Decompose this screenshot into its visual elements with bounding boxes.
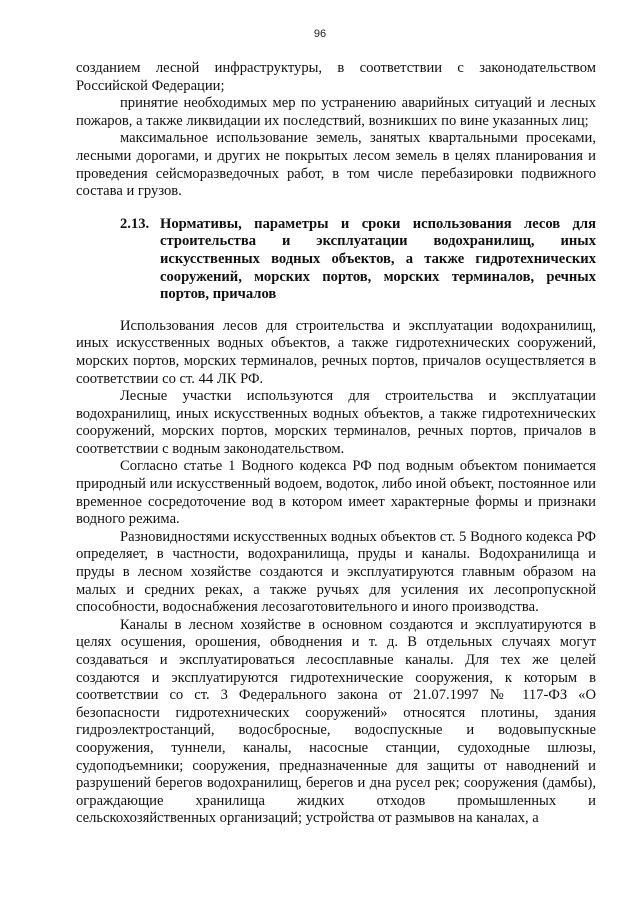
section-title: Нормативы, параметры и сроки использования лесов для строительства и эксплуатации водохранилищ, иных искусственных водных объектов, а также гидротехнических сооружений, морских портов, морских терминалов, речных портов, причалов: [160, 215, 596, 303]
intro-paragraph-3: максимальное использование земель, занятых квартальными просеками, лесными дорогами, и других не покрытых лесом земель в целях планирования и проведения сейсморазведочных работ, в том числе перебазировки подвижного состава и грузов.: [76, 130, 596, 200]
body-paragraph-1: Использования лесов для строительства и эксплуатации водохранилищ, иных искусственных водных объектов, а также гидротехнических сооружений, морских портов, морских терминалов, речных портов, причалов осуществляется в соответствии со ст. 44 ЛК РФ.: [76, 317, 596, 387]
intro-paragraph-1: созданием лесной инфраструктуры, в соответствии с законодательством Российской Федерации;: [76, 60, 596, 94]
body-paragraph-2: Лесные участки используются для строительства и эксплуатации водохранилищ, иных искусственных водных объектов, а также гидротехнических сооружений, морских портов, морских терминалов, речных портов, причалов в соответствии с водным законодательством.: [76, 388, 596, 457]
section-number: 2.13.: [120, 215, 150, 232]
page-number: 96: [313, 28, 327, 40]
body-paragraph-5: Каналы в лесном хозяйстве в основном создаются и эксплуатируются в целях осушения, орошения, обводнения и т. д. В отдельных случаях могут создаваться и эксплуатироваться лесосплавные каналы. Для тех же целей создаются и эксплуатируются гидротехнические сооружения, к которым в соответствии со ст. 3 Федерального закона от 21.07.1997 № 117-ФЗ «О безопасности гидротехнических сооружений» относятся плотины, здания гидроэлектростанций, водосбросные, водоспускные и водовыпускные сооружения, туннели, каналы, насосные станции, судоходные шлюзы, судоподъемники; сооружения, предназначенные для защиты от наводнений и разрушений берегов водохранилищ, берегов и дна русел рек; сооружения (дамбы), ограждающие хранилища жидких отходов промышленных и сельскохозяйственных организаций; устройства от размывов на каналах, а: [76, 616, 596, 827]
body-paragraph-4: Разновидностями искусственных водных объектов ст. 5 Водного кодекса РФ определяет, в частности, водохранилища, пруды и каналы. Водохранилища и пруды в лесном хозяйстве создаются и эксплуатируются главным образом на малых и средних реках, а также ручьях для усиления их лесопропускной способности, водоснабжения лесозаготовительного и иного производства.: [76, 528, 596, 616]
body-paragraph-3: Согласно статье 1 Водного кодекса РФ под водным объектом понимается природный или искусственный водоем, водоток, либо иной объект, постоянное или временное сосредоточение вод в котором имеет характерные формы и признаки водного режима.: [76, 458, 596, 528]
section-heading: [76, 216, 596, 304]
intro-paragraph-2: принятие необходимых мер по устранению аварийных ситуаций и лесных пожаров, а также ликвидации их последствий, возникших по вине указанных лиц;: [76, 95, 596, 129]
document-body: [76, 60, 596, 828]
